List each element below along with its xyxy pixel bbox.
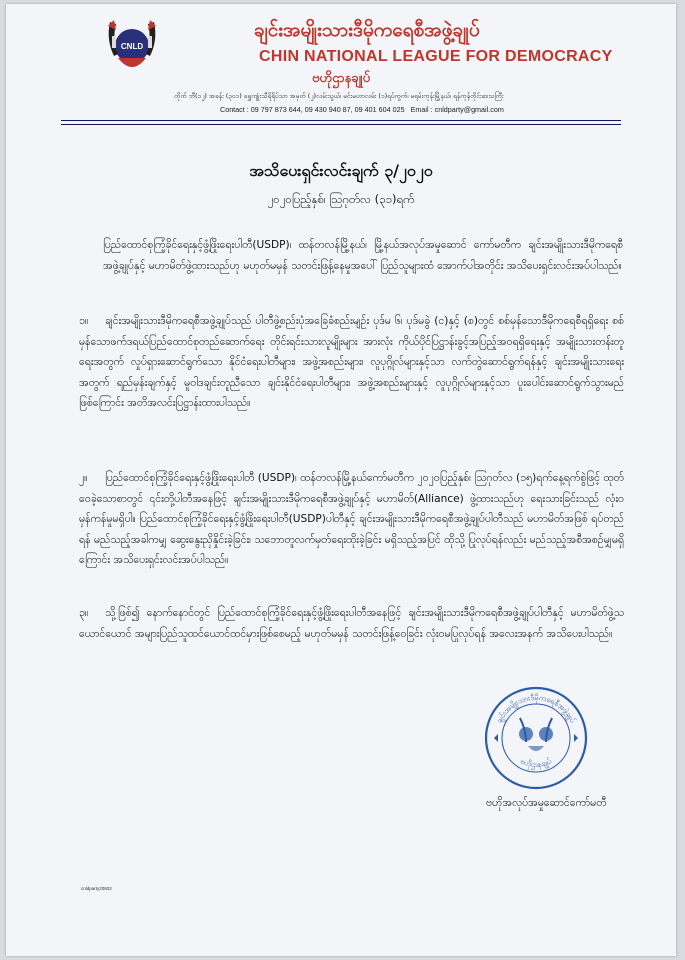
numbered-paragraph-1 bbox=[79, 311, 624, 414]
paragraph-text: ချင်းအမျိုးသားဒီမိုကရေစီအဖွဲ့ချုပ်သည် ပါတီဖွဲ့စည်းပုံအခြေခံစည်းမျဉ်း ပုဒ်မ ၆၊ ပုဒ်မခွဲ (င)နှင့် (စ)တွင် စစ်မှန်သောဒီမိုကရေစီရရှိရေး စစ်မှန်သောဖက်ဒရယ်ပြည်ထောင်စုတည်ဆောက်ရေး တိုင်းရင်းသားလူမျိုးများ အားလုံး ကိုယ်ပိုင်ပြဋ္ဌာန်းခွင့်အပြည့်အဝရရှိရေးနှင့် အမျိုးသားတန်းတူရေးအတွက် လှုပ်ရှားဆောင်ရွက်သော နိုင်ငံရေးပါတီများ၊ အဖွဲ့အစည်းများ၊ လူပုဂ္ဂိုလ်များနှင့်သာ လက်တွဲဆောင်ရွက်ရန်နှင့် ချင်းအမျိုးသားရေးအတွက် ရည်မှန်းချက်နှင့် မူဝါဒချင်းတူညီသော ချင်းနိုင်ငံရေးပါတီများ၊ အဖွဲ့အစည်းများနှင့် လူပုဂ္ဂိုလ်များနှင့်သာ ပူးပေါင်းဆောင်ရွက်သွားမည်ဖြစ်ကြောင်း အတိအလင်းပြဋ္ဌာန်းထားပါသည်။ bbox=[79, 315, 624, 409]
address-line: တိုက် ဘီ(၁၂) အခန်း (၃၀၁) ရွှေကျုံးသီရိရိပ်သာ အမှတ် (၂)လမ်းသွယ်၊ မင်းမဟာလမ်း (၁)ရပ်ကွက်၊ မရမ်းကုန်းမြို့နယ်၊ ရန်ကုန်တိုင်းဒေသကြီး bbox=[174, 92, 504, 100]
intro-paragraph: ပြည်ထောင်စုကြံ့ခိုင်ရေးနှင့်ဖွံ့ဖြိုးရေးပါတီ(USDP)၊ ထန်တလန်မြို့နယ်၊ မြို့နယ်အလုပ်အမှုဆောင် ကော်မတီက ချင်းအမျိုးသားဒီမိုကရေစီအဖွဲ့ချုပ်နှင့် မဟာမိတ်ဖွဲ့ထားသည်ဟု မဟုတ်မမှန် သတင်းဖြန့်နေမှုအပေါ် ပြည်သူများထံ အောက်ပါအတိုင်း အသိပေးရှင်းလင်းအပ်ပါသည်။ bbox=[103, 239, 623, 272]
footnote-code: cnldparty20802 bbox=[81, 886, 112, 891]
numbered-paragraph-3 bbox=[79, 603, 624, 644]
logo-text: CNLD bbox=[120, 42, 144, 51]
letter-page bbox=[6, 4, 676, 956]
stamp-top-text: ချင်းအမျိုးသားဒီမိုကရေစီအဖွဲ့ချုပ် bbox=[494, 692, 578, 725]
paragraph-number: ၃။ bbox=[79, 607, 89, 619]
org-name-myanmar: ချင်းအမျိုးသားဒီမိုကရေစီအဖွဲ့ချုပ် bbox=[254, 19, 480, 41]
org-name-english: CHIN NATIONAL LEAGUE FOR DEMOCRACY bbox=[259, 48, 613, 65]
paragraph-number: ၂။ bbox=[79, 472, 88, 484]
header-rule-bottom bbox=[61, 124, 621, 125]
header-rule-top bbox=[61, 120, 621, 121]
signature-committee: ဗဟိုအလုပ်အမှုဆောင်ကော်မတီ bbox=[486, 797, 607, 809]
paragraph-number: ၁။ bbox=[79, 315, 89, 327]
contact-email: Email : cnldparty@gmail.com bbox=[410, 105, 504, 114]
document-title: အသိပေးရှင်းလင်းချက် ၃/၂၀၂၀ bbox=[249, 161, 433, 180]
paragraph-text: သို့ဖြစ်၍ နောက်နောင်တွင် ပြည်ထောင်စုကြံ့ခိုင်ရေးနှင့်ဖွံ့ဖြိုးရေးပါတီအနေဖြင့် ချင်းအမျိုးသားဒီမိုကရေစီအဖွဲ့ချုပ်ပါတီနှင့် မဟာမိတ်ဖွဲ့သယောင်ယောင် အများပြည်သူထင်ယောင်ထင်မှားဖြစ်စေမည့် မဟုတ်မမှန် သတင်းဖြန့်ဝေခြင်း လုံးဝမပြုလုပ်ရန် အလေးအနက် အသိပေးပါသည်။ bbox=[79, 607, 624, 640]
headquarters-label: ဗဟိုဌာနချုပ် bbox=[311, 71, 371, 86]
contact-line bbox=[220, 105, 508, 114]
stamp-bottom-text: ဗဟိုဌာနချုပ် bbox=[519, 756, 553, 769]
document-date: ၂၀၂၀ပြည့်နှစ်၊ ဩဂုတ်လ (၃၁)ရက် bbox=[267, 192, 415, 206]
numbered-paragraph-2 bbox=[79, 468, 624, 571]
paragraph-text: ပြည်ထောင်စုကြံ့ခိုင်ရေးနှင့်ဖွံ့ဖြိုးရေးပါတီ (USDP)၊ ထန်တလန်မြို့နယ်ကော်မတီက ၂၀၂၀ပြည့်နှစ်၊ ဩဂုတ်လ (၁၅)ရက်နေ့ရက်စွဲဖြင့် ထုတ်ဝေခဲ့သောစာတွင် ၎င်းတို့ပါတီအနေဖြင့် ချင်းအမျိုးသားဒီမိုကရေစီအဖွဲ့ချုပ်နှင့် မဟာမိတ်(Alliance) ဖွဲ့ထားသည်ဟု ရေးသားခြင်းသည် လုံးဝမှန်ကန်မှုမရှိပါ။ ပြည်ထောင်စုကြံ့ခိုင်ရေးနှင့်ဖွံ့ဖြိုးရေးပါတီ(USDP)ပါတီနှင့် ချင်းအမျိုးသားဒီမိုကရေစီအဖွဲ့ချုပ်ပါတီသည် မဟာမိတ်အဖြစ် ရပ်တည်ရန် မည်သည့်အခါကမျှ ဆွေးနွေးညှိနှိုင်းခဲ့ခြင်း၊ သဘောတူလက်မှတ်ရေးထိုးခဲ့ခြင်း မရှိသည့်အပြင် ထိုသို့ ပြုလုပ်ရန်လည်း မည်သည့်အစီအစဉ်မျှမရှိကြောင်း အသိပေးရှင်းလင်းအပ်ပါသည်။ bbox=[79, 472, 624, 566]
stamp-seal-icon bbox=[482, 684, 590, 792]
svg-text:ဗဟိုဌာနချုပ် bbox=[519, 756, 553, 770]
official-stamp bbox=[482, 684, 590, 792]
contact-phones: Contact : 09 797 873 644, 09 430 940 87, 09 401 604 025 bbox=[220, 105, 405, 114]
